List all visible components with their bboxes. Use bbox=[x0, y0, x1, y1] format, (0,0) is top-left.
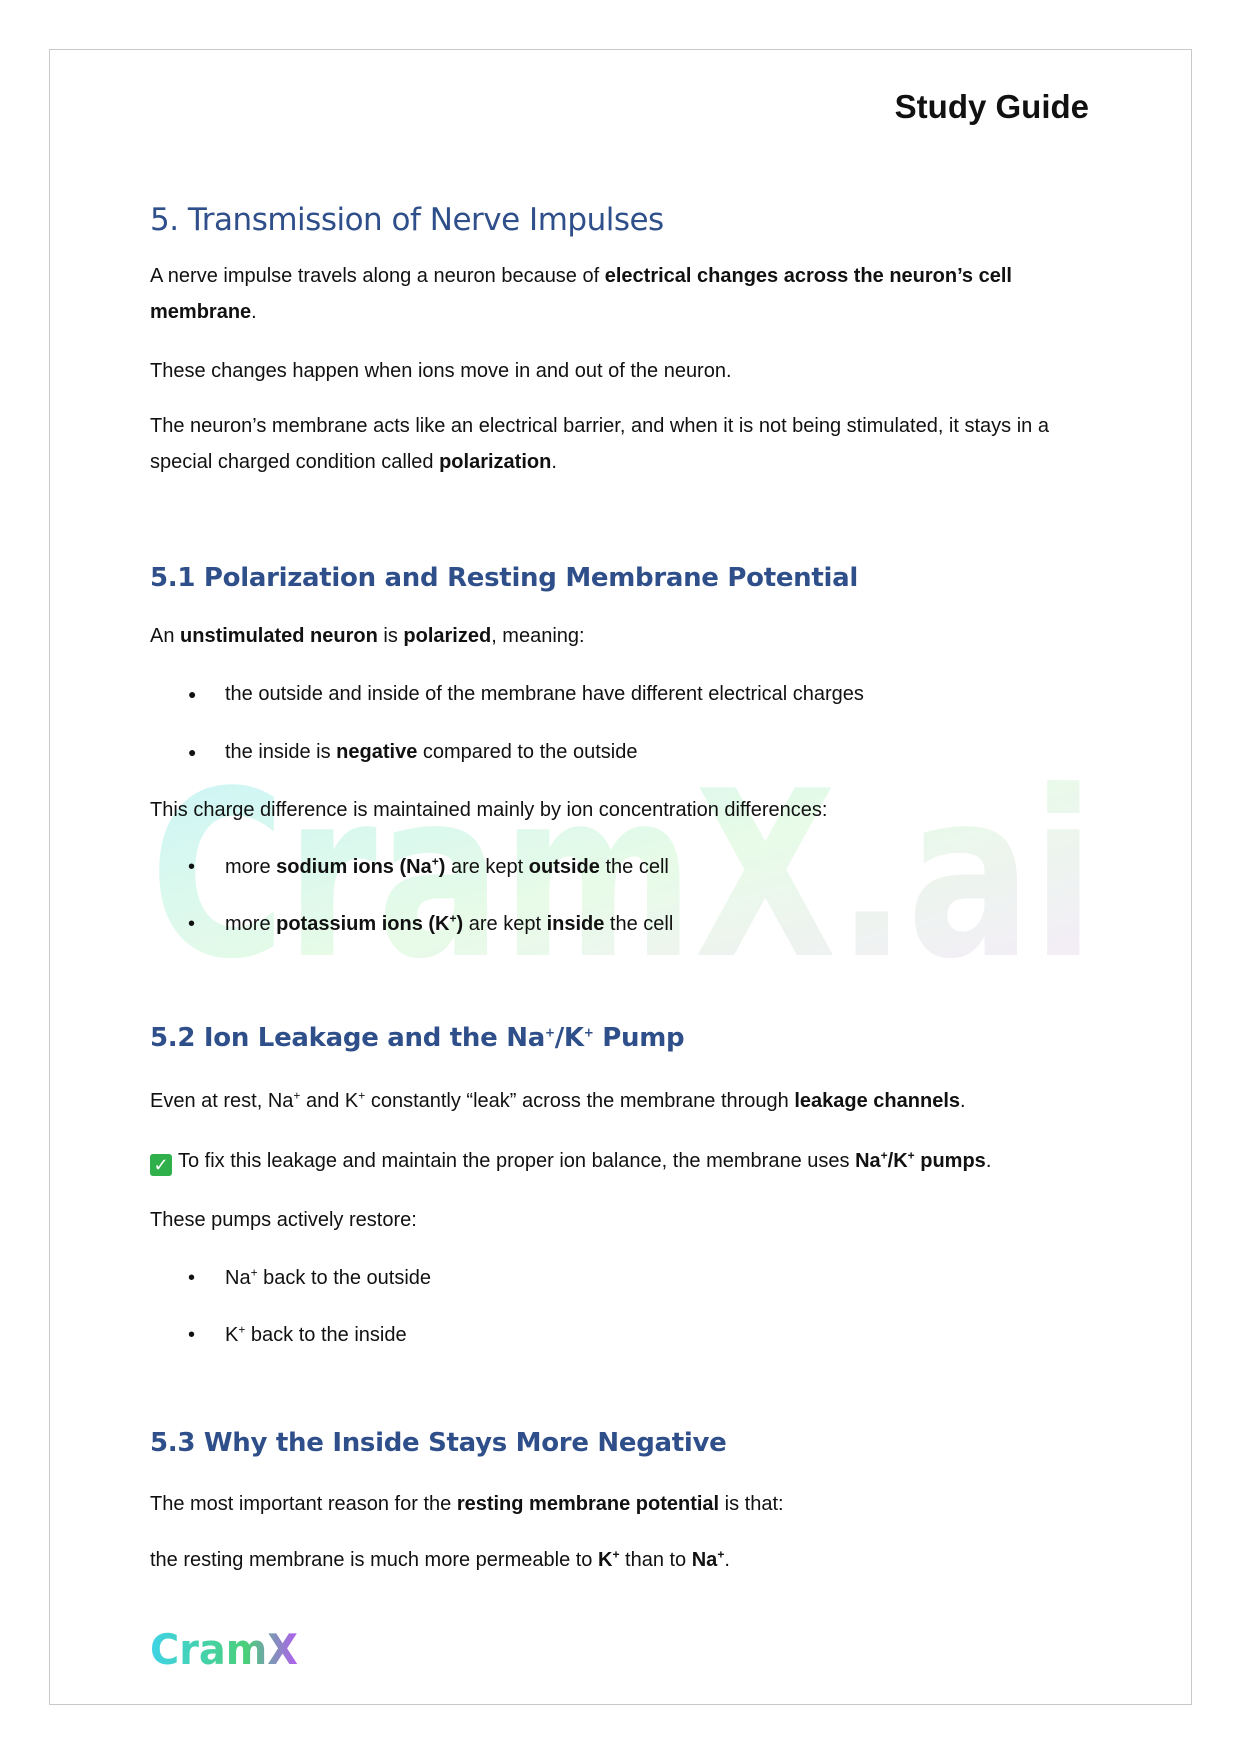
paragraph: Even at rest, Na+ and K+ constantly “leak” across the membrane through leakage channels. bbox=[150, 1088, 966, 1112]
section-heading: 5.3 Why the Inside Stays More Negative bbox=[150, 1428, 727, 1458]
document-label: Study Guide bbox=[894, 88, 1089, 125]
cramx-logo bbox=[150, 1626, 300, 1672]
logo-text: CramX bbox=[150, 1626, 298, 1672]
paragraph: These pumps actively restore: bbox=[150, 1209, 417, 1231]
paragraph: The neuron’s membrane acts like an electrical barrier, and when it is not being stimulated, it stays in a special charged condition called polarization. bbox=[150, 415, 1049, 473]
watermark-text: CramX.ai bbox=[150, 760, 1095, 990]
bullet-icon: • bbox=[188, 1267, 196, 1289]
section-heading: 5.2 Ion Leakage and the Na+/K+ Pump bbox=[150, 1023, 685, 1053]
section-heading: 5.1 Polarization and Resting Membrane Potential bbox=[150, 563, 858, 593]
paragraph: A nerve impulse travels along a neuron because of electrical changes across the neuron’s cell membrane. bbox=[150, 265, 1012, 323]
bullet-icon: • bbox=[188, 913, 196, 935]
check-icon: ✓ bbox=[150, 1154, 172, 1176]
paragraph: These changes happen when ions move in and out of the neuron. bbox=[150, 360, 732, 382]
bullet-icon: • bbox=[188, 856, 196, 878]
section-title: 5. Transmission of Nerve Impulses bbox=[150, 202, 664, 238]
bullet-icon: ● bbox=[188, 744, 197, 760]
paragraph: ✓ To fix this leakage and maintain the proper ion balance, the membrane uses Na+/K+ pumps. bbox=[150, 1143, 1090, 1179]
bullet-icon: ● bbox=[188, 686, 197, 702]
paragraph: The most important reason for the resting membrane potential is that: bbox=[150, 1493, 784, 1515]
paragraph: This charge difference is maintained mainly by ion concentration differences: bbox=[150, 799, 828, 821]
bullet-icon: • bbox=[188, 1324, 196, 1346]
paragraph: An unstimulated neuron is polarized, meaning: bbox=[150, 625, 585, 647]
paragraph: the resting membrane is much more permeable to K+ than to Na+. bbox=[150, 1547, 730, 1571]
